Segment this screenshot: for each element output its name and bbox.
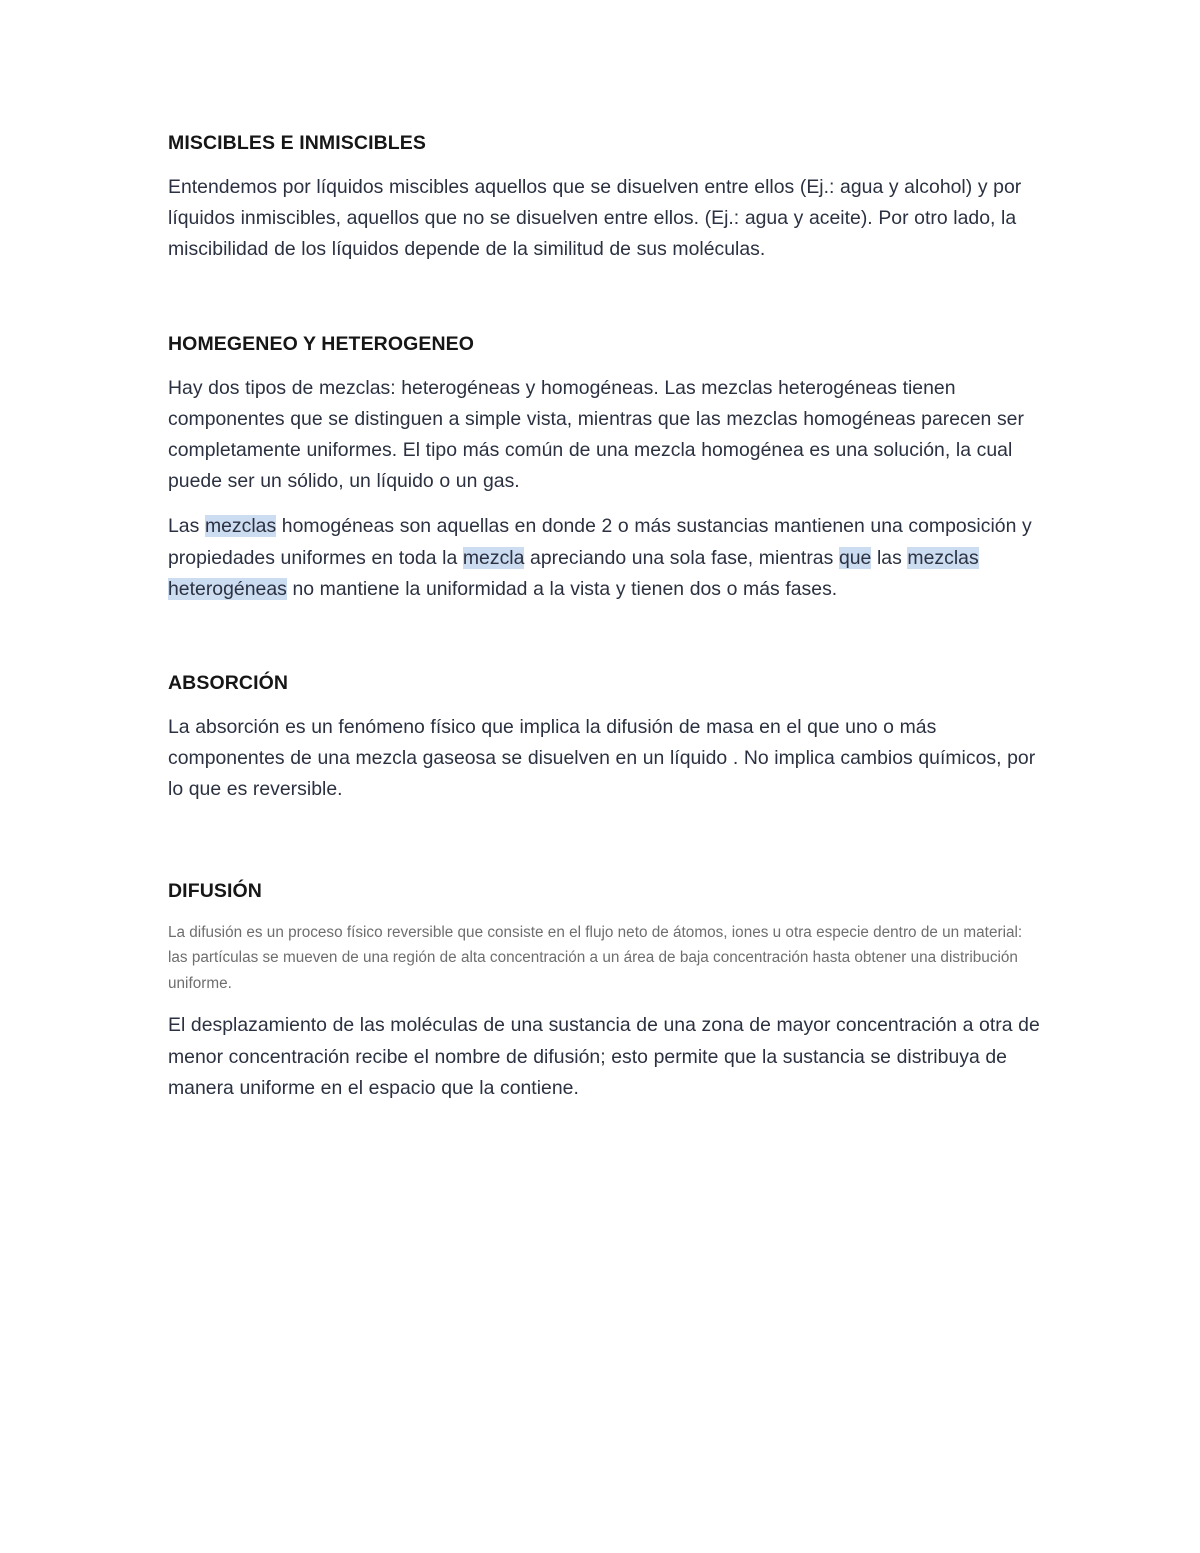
- spacer: [168, 158, 1040, 172]
- spacer: [168, 996, 1040, 1010]
- paragraph-homogeneo-highlighted: [168, 511, 1040, 605]
- heading-difusion: DIFUSIÓN: [168, 879, 262, 902]
- spacer: [168, 806, 1040, 876]
- highlight-mezcla: mezcla: [462, 546, 525, 569]
- paragraph-miscibles: Entendemos por líquidos miscibles aquellos que se disuelven entre ellos (Ej.: agua y alcohol) y por líquidos inmiscibles, aquellos que no se disuelven entre ellos. (Ej.: agua y aceite). Por otro lado, la miscibilidad de los líquidos depende de la similitud de sus moléculas.: [168, 176, 1022, 261]
- text-run: Las: [168, 515, 205, 538]
- paragraph-absorcion: La absorción es un fenómeno físico que implica la difusión de masa en el que uno o más componentes de una mezcla gaseosa se disuelven en un líquido . No implica cambios químicos, por lo que es reversible.: [168, 716, 1036, 801]
- text-run: homogéneas son aquellas en donde 2 o más sustancias mantienen una composición y propiedades uniformes en toda la: [168, 515, 1032, 569]
- heading-miscibles-e-inmiscibles: MISCIBLES E INMISCIBLES: [168, 132, 426, 154]
- paragraph-homogeneo-tipos: Hay dos tipos de mezclas: heterogéneas y homogéneas. Las mezclas heterogéneas tienen componentes que se distinguen a simple vista, mientras que las mezclas homogéneas parecen ser completamente uniformes. El tipo más común de una mezcla homogénea es una solución, la cual puede ser un sólido, un líquido o un gas.: [168, 376, 1024, 493]
- highlight-mezclas-heterogeneas: mezclas heterogéneas: [168, 546, 979, 600]
- spacer: [168, 497, 1040, 511]
- text-run: las: [871, 546, 908, 569]
- highlight-que: que: [838, 546, 872, 569]
- paragraph-difusion-desplazamiento: El desplazamiento de las moléculas de una sustancia de una zona de mayor concentración a otra de menor concentración recibe el nombre de difusión; esto permite que la sustancia se distribuya de manera uniforme en el espacio que la contiene.: [168, 1014, 1040, 1099]
- heading-homegeneo-y-heterogeneo: HOMEGENEO Y HETEROGENEO: [168, 332, 475, 355]
- heading-absorcion: ABSORCIÓN: [168, 672, 289, 695]
- spacer: [168, 266, 1040, 329]
- text-run: no mantiene la uniformidad a la vista y tienen dos o más fases.: [286, 577, 838, 600]
- document-content: [168, 128, 1040, 1104]
- spacer: [168, 359, 1040, 373]
- highlight-mezclas: mezclas: [204, 515, 277, 538]
- paragraph-difusion-definicion: La difusión es un proceso físico reversible que consiste en el flujo neto de átomos, iones u otra especie dentro de un material: las partículas se mueven de una región de alta concentración a un área de baja concentración hasta obtener una distribución uniforme.: [168, 923, 1023, 992]
- text-run: apreciando una sola fase, mientras: [524, 546, 839, 569]
- spacer: [168, 906, 1040, 920]
- spacer: [168, 698, 1040, 712]
- spacer: [168, 605, 1040, 668]
